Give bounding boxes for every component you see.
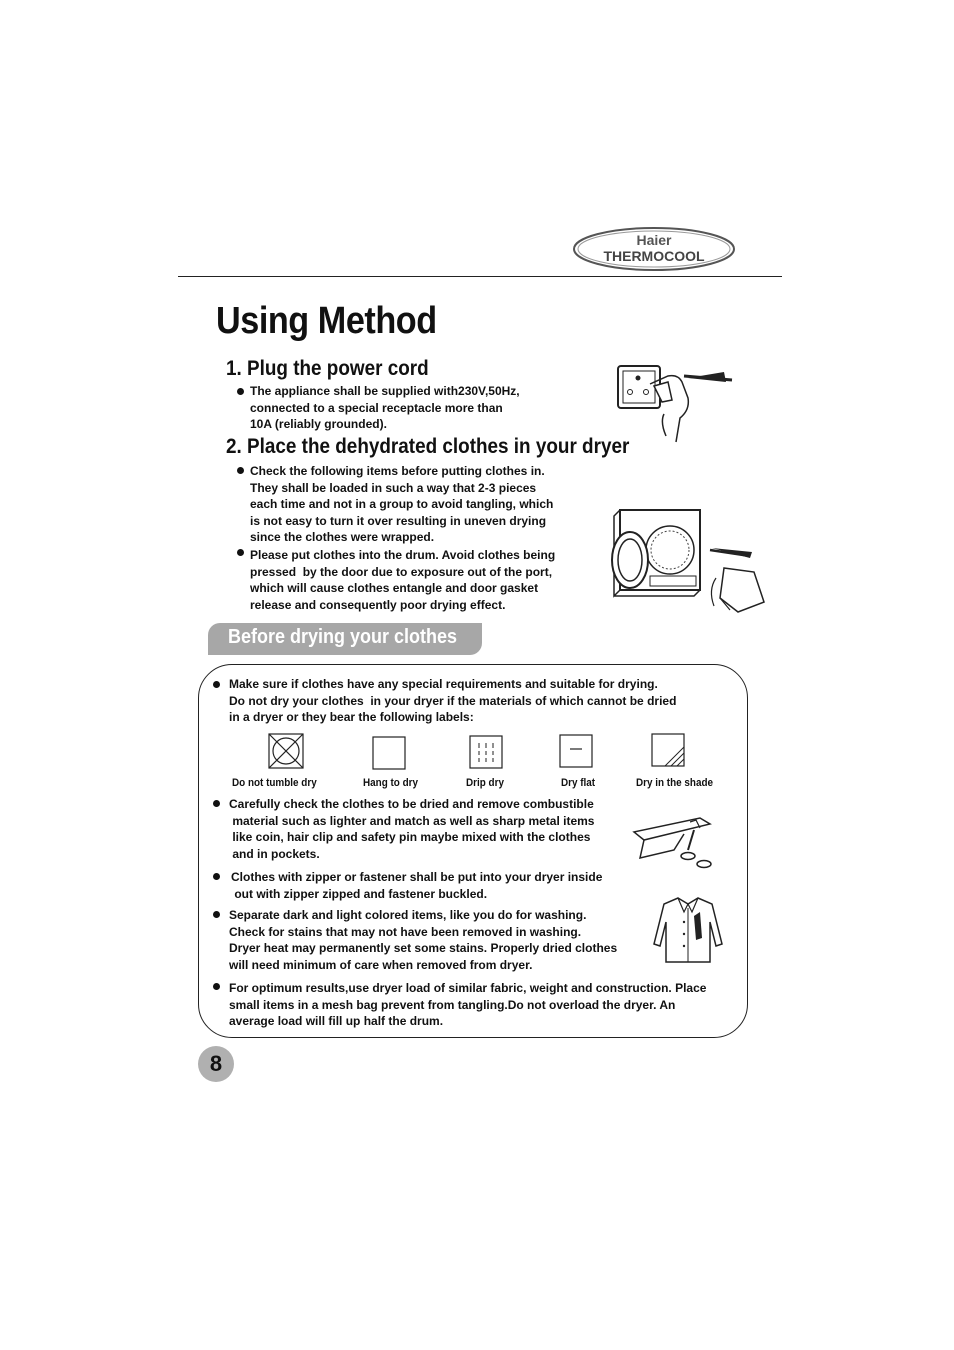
before-drying-text-2: Carefully check the clothes to be dried and remove combustible material such as lighter and match as well as sharp metal items like coin, hair clip and safety pin maybe mixed with the clothes and in pockets.: [229, 797, 595, 861]
before-drying-text-3: Clothes with zipper or fastener shall be put into your dryer inside out with zipper zipped and fastener buckled.: [231, 870, 603, 901]
dry-flat-icon: [559, 734, 593, 768]
label-dry-flat: Dry flat: [561, 777, 596, 789]
bullet-dot: [237, 388, 244, 395]
bullet-dot: [213, 873, 220, 880]
plug-illustration: [614, 362, 738, 454]
bullet-dot: [237, 549, 244, 556]
bullet-dot: [213, 681, 220, 688]
section1-heading: 1. Plug the power cord: [226, 357, 429, 380]
shirt-illustration: [650, 894, 726, 966]
pocket-items-illustration: [630, 814, 718, 872]
bullet-dot: [213, 800, 220, 807]
page-title: Using Method: [216, 300, 437, 342]
drip-dry-icon: [469, 735, 503, 769]
brand-logo: [572, 226, 736, 272]
logo-line1: Haier: [636, 232, 672, 248]
section2-text-2: Please put clothes into the drum. Avoid clothes being pressed by the door due to exposure out of the port, which will cause clothes entangle and door gasket release and consequently poor drying effect.: [250, 548, 556, 612]
hang-to-dry-icon: [372, 736, 406, 770]
do-not-tumble-dry-icon: [268, 733, 304, 769]
before-drying-text-5: For optimum results,use dryer load of similar fabric, weight and construction. Place small items in a mesh bag prevent from tangling.Do not overload the dryer. An average load will fill up half the drum.: [229, 981, 707, 1029]
before-drying-text-1: Make sure if clothes have any special requirements and suitable for drying. Do not dry your clothes in your dryer if the materials of which cannot be dried in a dryer or they bear the following labels:: [229, 677, 677, 725]
page-number-badge: [198, 1046, 234, 1082]
page-number: 8: [209, 1051, 223, 1076]
section2-heading: 2. Place the dehydrated clothes in your dryer: [226, 435, 630, 458]
label-hang-to-dry: Hang to dry: [363, 777, 419, 789]
section2-text-1: Check the following items before putting clothes in. They shall be loaded in such a way that 2-3 pieces each time and not in a group to avoid tangling, which is not easy to turn it over resulting in uneven drying since the clothes were wrapped.: [250, 464, 554, 545]
header-rule: [178, 276, 782, 277]
section1-text: The appliance shall be supplied with230V,50Hz, connected to a special receptacle more than 10A (reliably grounded).: [250, 384, 520, 432]
dryer-illustration: [604, 506, 768, 616]
bullet-dot: [213, 911, 220, 918]
label-drip-dry: Drip dry: [466, 777, 504, 789]
bullet-dot: [213, 983, 220, 990]
label-dry-in-the-shade: Dry in the shade: [636, 777, 714, 789]
before-drying-text-4: Separate dark and light colored items, like you do for washing. Check for stains that may not have been removed in washing. Dryer heat may permanently set some stains. Properly dried clothes will need minimum of care when removed from dryer.: [229, 908, 618, 972]
dry-in-shade-icon: [651, 733, 685, 767]
before-drying-heading: Before drying your clothes: [228, 626, 458, 648]
logo-line2: THERMOCOOL: [603, 248, 705, 264]
label-do-not-tumble-dry: Do not tumble dry: [232, 777, 317, 789]
bullet-dot: [237, 467, 244, 474]
